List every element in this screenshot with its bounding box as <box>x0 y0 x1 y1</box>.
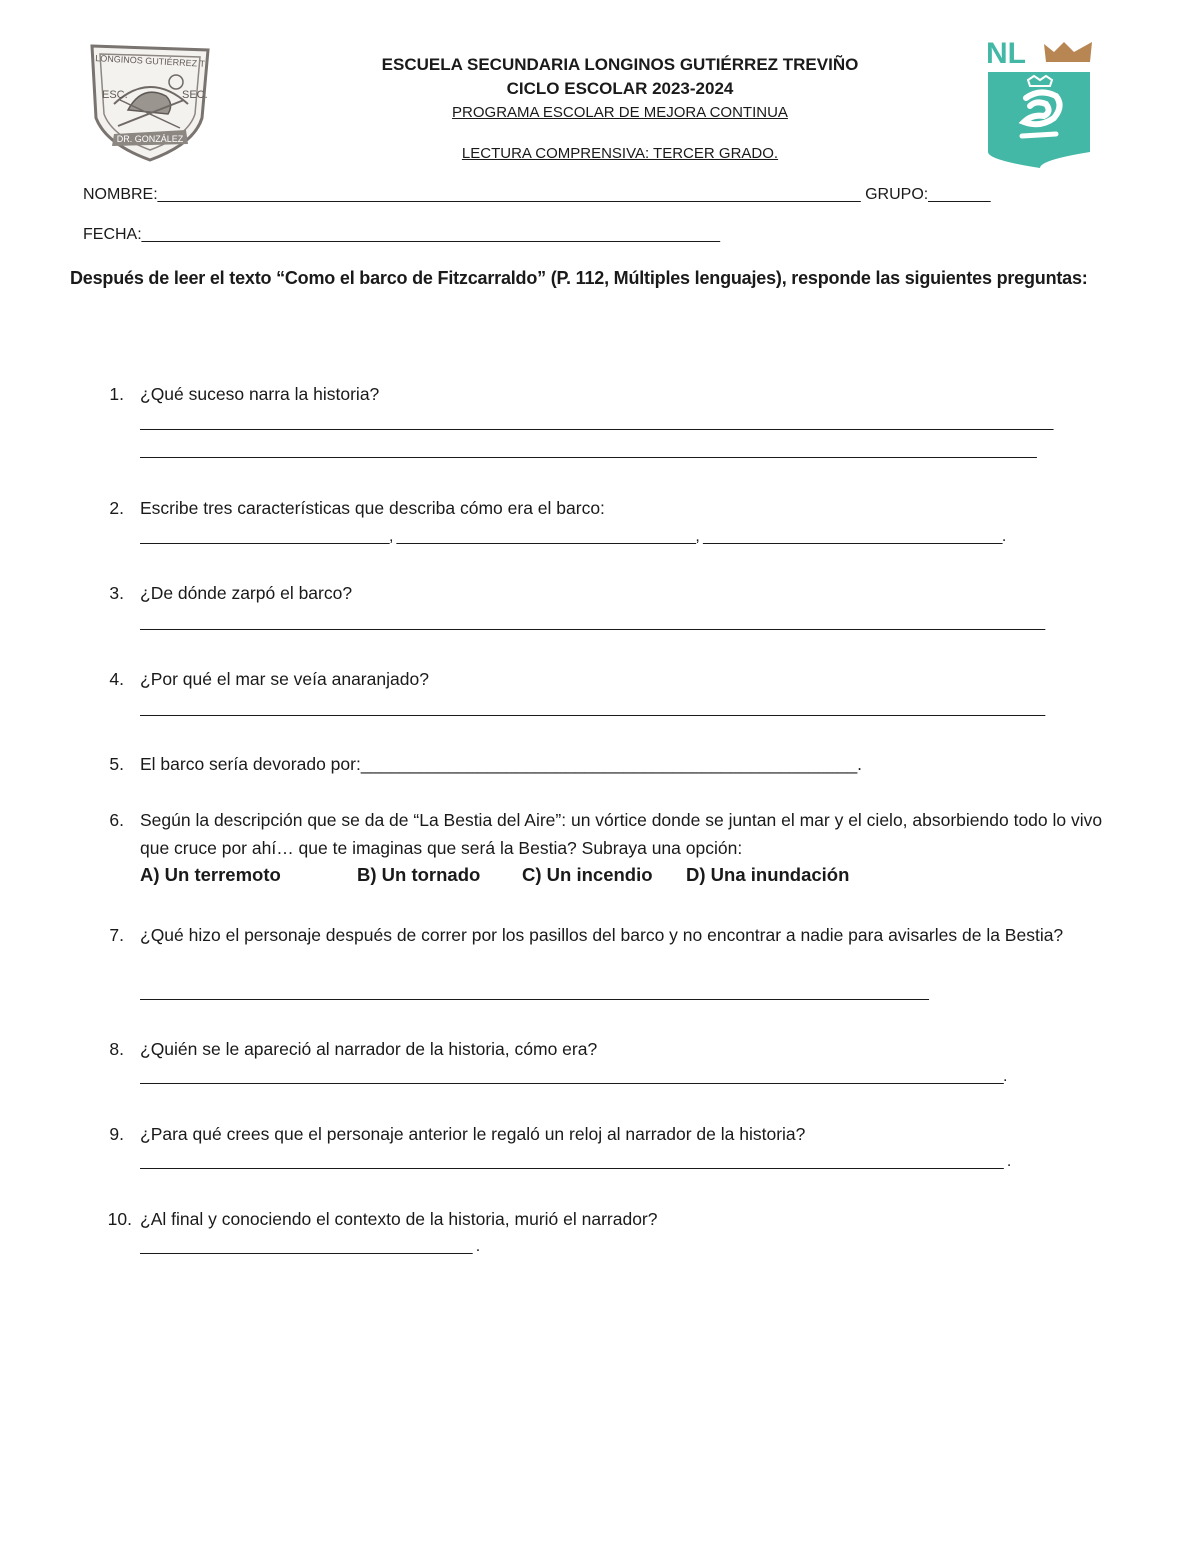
worksheet-subject: LECTURA COMPRENSIVA: TERCER GRADO. <box>461 145 779 162</box>
question-number: 5. <box>109 754 124 774</box>
date-field[interactable]: FECHA:_________________________________________________________________ <box>83 226 721 243</box>
question-number: 3. <box>109 583 124 603</box>
option-d[interactable]: D) Una inundación <box>686 864 850 885</box>
question-text: ¿Al final y conociendo el contexto de la historia, murió el narrador? <box>140 1209 658 1229</box>
question-number: 6. <box>109 810 124 830</box>
answer-line[interactable]: _____________________________________________________________________________________________________________ <box>140 614 1045 631</box>
seal-right-text: SEC. <box>182 89 208 101</box>
question-text: ¿Para qué crees que el personaje anterior le regaló un reloj al narrador de la historia? <box>140 1124 806 1144</box>
answer-line[interactable]: _____________________________________________________________________________________________________________ <box>140 700 1045 717</box>
question-text: Según la descripción que se da de “La Bestia del Aire”: un vórtice donde se juntan el mar y el cielo, absorbiendo todo lo vivo que cruce por ahí… que te imaginas que será la Bestia? Subraya una opción: <box>140 810 1103 858</box>
question-number: 4. <box>109 669 124 689</box>
question-text: ¿Qué suceso narra la historia? <box>140 384 380 404</box>
question-text: Escribe tres características que describa cómo era el barco: <box>140 498 605 518</box>
question-text: ¿Por qué el mar se veía anaranjado? <box>140 669 429 689</box>
question-text: ¿Qué hizo el personaje después de correr por los pasillos del barco y no encontrar a nadie para avisarles de la Bestia? <box>140 925 1064 945</box>
answer-line[interactable]: _______________________________________________________________________________________________ <box>140 984 929 1001</box>
question-number: 7. <box>109 925 124 945</box>
option-b[interactable]: B) Un tornado <box>357 864 481 885</box>
seal-left-text: ESC. <box>102 89 128 101</box>
question-number: 8. <box>109 1039 124 1059</box>
answer-line[interactable]: ______________________________, ____________________________________, ____________________________________. <box>140 528 1006 545</box>
answer-line[interactable]: ________________________________________________________________________________________________________. <box>140 1068 1007 1085</box>
question-text: ¿De dónde zarpó el barco? <box>140 583 353 603</box>
answer-line[interactable]: ______________________________________________________________________________________________________________ <box>140 414 1053 431</box>
nl-state-logo <box>984 36 1096 170</box>
school-name: ESCUELA SECUNDARIA LONGINOS GUTIÉRREZ TREVIÑO <box>381 55 859 74</box>
question-number: 2. <box>109 498 124 518</box>
school-seal-logo <box>84 40 216 162</box>
school-cycle: CICLO ESCOLAR 2023-2024 <box>506 79 734 98</box>
question-number: 9. <box>109 1124 124 1144</box>
name-group-field[interactable]: NOMBRE:_______________________________________________________________________________ GRUPO:_______ <box>83 186 991 203</box>
seal-bottom-text: DR. GONZÁLEZ <box>116 134 184 144</box>
answer-line[interactable]: ________________________________________ . <box>140 1238 480 1255</box>
program-title: PROGRAMA ESCOLAR DE MEJORA CONTINUA <box>452 104 788 121</box>
question-text[interactable]: El barco sería devorado por:___________________________________________________. <box>140 754 863 774</box>
question-number: 1. <box>109 384 124 404</box>
crown-icon <box>1044 42 1092 62</box>
question-text: ¿Quién se le apareció al narrador de la historia, cómo era? <box>140 1039 598 1059</box>
answer-line[interactable]: ____________________________________________________________________________________________________________ <box>140 442 1037 459</box>
option-a[interactable]: A) Un terremoto <box>140 864 281 885</box>
answer-line[interactable]: ________________________________________________________________________________________________________ . <box>140 1153 1011 1170</box>
nl-logo-text: NL <box>986 37 1026 70</box>
option-c[interactable]: C) Un incendio <box>522 864 653 885</box>
seal-top-text: LONGINOS GUTIÉRREZ T <box>95 53 206 69</box>
instructions: Después de leer el texto “Como el barco de Fitzcarraldo” (P. 112, Múltiples lenguajes), responde las siguientes preguntas: <box>70 268 1088 288</box>
question-number: 10. <box>107 1209 132 1229</box>
